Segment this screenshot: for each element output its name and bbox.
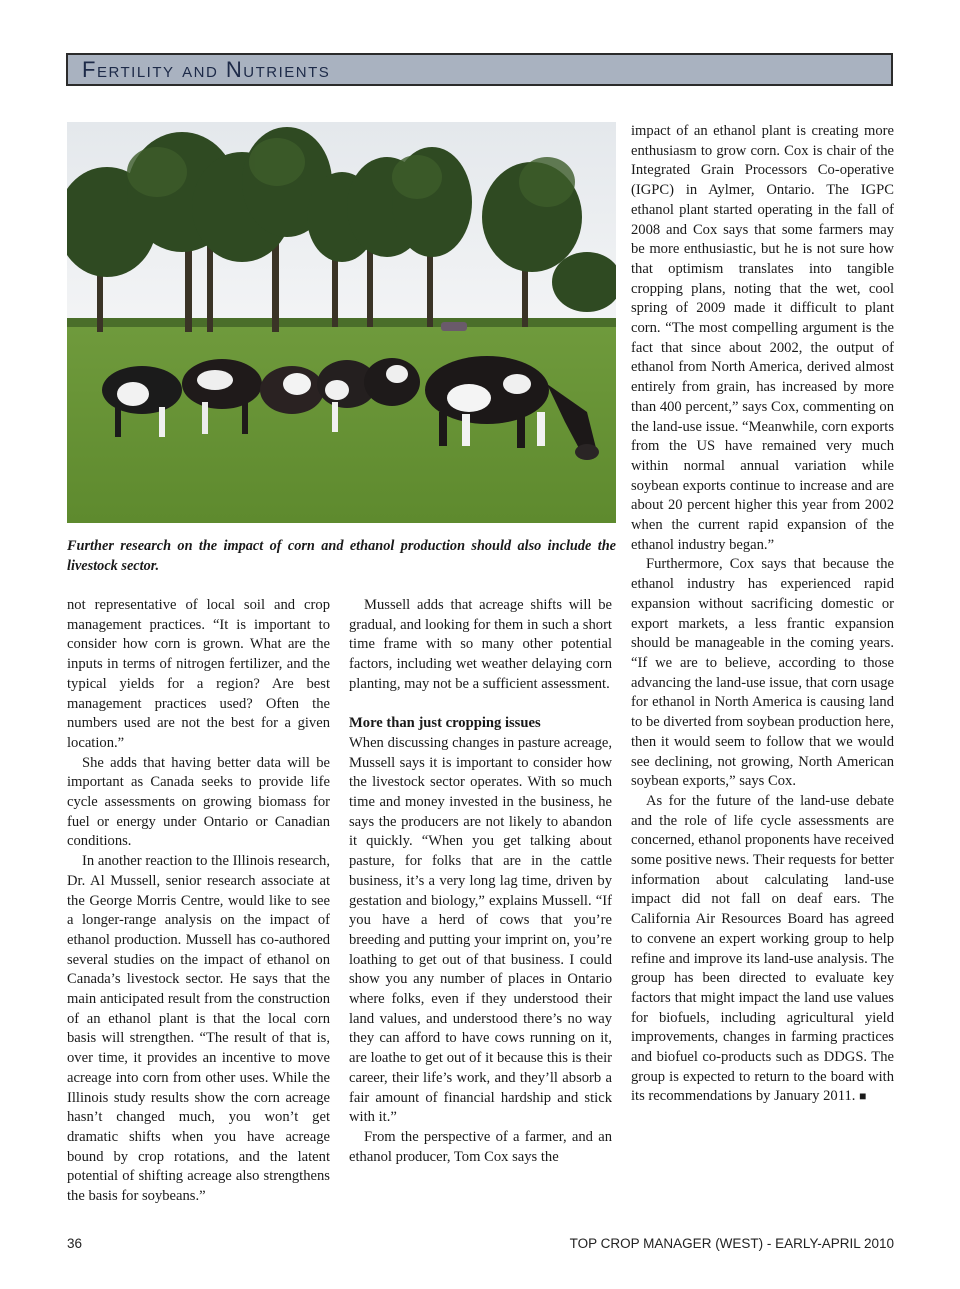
cows-grazing-illustration <box>67 122 616 523</box>
subheading: More than just cropping issues <box>349 715 541 732</box>
paragraph: In another reaction to the Illinois research, Dr. Al Mussell, senior research associate at the George Morris Centre, would like to see a longer-range analysis on the impact of ethanol production. Mussell has co-authored several studies on the impact of ethanol on Canada’s livestock sector. He says that the main anticipated result from the construction of an ethanol plant is that the local corn basis will strengthen. “The result of that is, over time, it provides an incentive to move acreage into corn from other uses. While the Illinois study results show the corn acreage hasn’t changed much, you won’t get dramatic shifts when you have acreage bound by crop rotations, and the latent potential of shifting acreage also strengthens the basis for soybeans.” <box>67 853 330 1205</box>
section-title: Fertility and Nutrients <box>82 56 331 82</box>
paragraph: not representative of local soil and crop management practices. “It is important to consider how corn is grown. What are the inputs in terms of nitrogen fertilizer, and the typical yields for a region? Are best management practices used? Often the numbers used are not the best for a given location.” <box>67 597 330 751</box>
paragraph: impact of an ethanol plant is creating more enthusiasm to grow corn. Cox is chair of the Integrated Grain Processors Co-operative (IGPC) in Aylmer, Ontario. The IGPC ethanol plant started operating in the fall of 2008 and Cox says that some farmers may be more enthusiastic, but he is not sure how that optimism translates into tangible cropping plans, noting that the wet, cool spring of 2009 made it difficult to plant corn. “The most compelling argument is the fact that since about 2002, the output of ethanol from North America, derived almost entirely from grain, has increased by more than 400 percent,” says Cox, commenting on the land-use issue. “Meanwhile, corn exports from the US have remained very much within normal annual variation while soybean exports continue to increase and are about 20 percent higher this year from 2002 when the current rapid expansion of the ethanol industry began.” <box>631 123 895 553</box>
page-number: 36 <box>67 1235 83 1251</box>
page-footer <box>67 1232 894 1254</box>
paragraph: She adds that having better data will be important as Canada seeks to provide life cycle assessments on growing biomass for fuel or energy under Ontario or Canadian conditions. <box>67 754 330 850</box>
paragraph: When discussing changes in pasture acreage, Mussell says it is important to consider how the livestock sector operates. With so much time and money invested in the business, he says the producers are not likely to abandon it quickly. “When you get talking about pasture, for folks that are in the cattle business, it’s a very long lag time, driven by gestation and biology,” explains Mussell. “If you have a herd of cows that you’re breeding and putting your imprint on, you’re loathing to get out of that business. I could show you any number of places in Ontario where folks, even if they understood their land values, and understood there’s no way they can afford to have cows running on it, are loathe to get out of it because this is their career, their life’s work, and they’ll absorb a fair amount of financial hardship and stick with it.” <box>349 734 612 1126</box>
paragraph: From the perspective of a farmer, and an ethanol producer, Tom Cox says the <box>349 1128 612 1165</box>
paragraph-final <box>631 792 894 1107</box>
paragraph: Mussell adds that acreage shifts will be gradual, and looking for them in such a short time frame with so many other potential factors, including wet weather delaying corn planting, may not be a sufficient assessment. <box>349 597 612 692</box>
article-photo <box>67 122 616 523</box>
text-column-1 <box>67 596 330 1207</box>
spacer <box>349 695 612 715</box>
end-mark: ■ <box>859 1089 867 1104</box>
photo-caption: Further research on the impact of corn and ethanol production should also include the livestock sector. <box>67 538 616 574</box>
publication-name: TOP CROP MANAGER (WEST) - EARLY-APRIL 2010 <box>569 1235 894 1251</box>
paragraph-text: As for the future of the land-use debate and the role of life cycle assessments are concerned, ethanol proponents have received some positive news. Their requests for better information about calculating land-use impact did not fall on deaf ears. The California Air Resources Board has agreed to convene an expert working group to help refine and improve its land-use analysis. The group has been directed to evaluate key factors that might impact the land use values for biofuels, including agricultural yield improvements, changes in farming practices and biofuel co-products such as DDGS. The group is expected to return to the board with its recommendations by January 2011. <box>631 792 894 1105</box>
text-column-3 <box>631 122 894 1107</box>
section-banner <box>66 53 893 86</box>
text-column-2 <box>349 596 612 1167</box>
paragraph: Furthermore, Cox says that because the ethanol industry has experienced rapid expansion without sacrificing domestic or export markets, a less frantic expansion should be manageable in the coming years. “If we are to believe, according to those advancing the land-use issue, that corn usage for ethanol in North America is causing land to be diverted from soybean production here, then it would seem to follow that we would see declining, not growing, North American soybean exports,” says Cox. <box>631 556 895 790</box>
